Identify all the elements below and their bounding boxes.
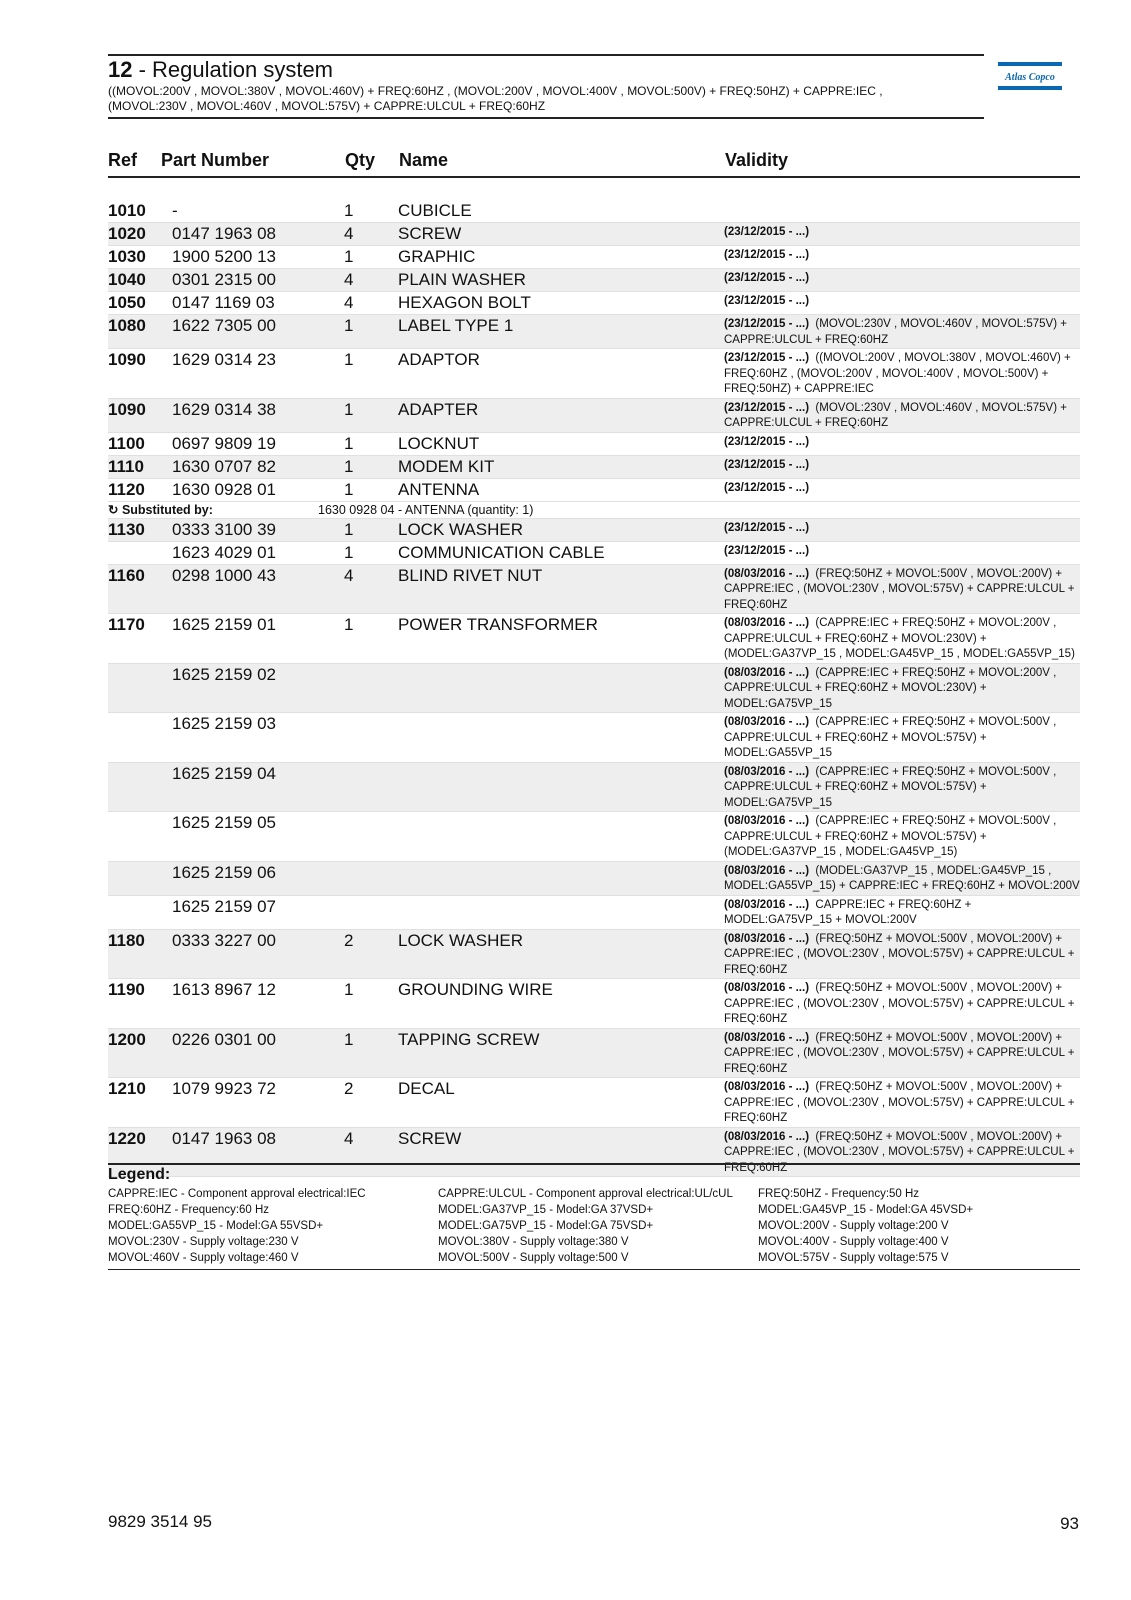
cell-validity: [724, 614, 1080, 664]
table-row: [108, 861, 1080, 895]
cell-part-number: 1625 2159 01: [172, 615, 276, 634]
cell-qty: 1: [344, 201, 354, 220]
validity-date: (08/03/2016 - ...): [724, 982, 810, 994]
cell-part-number: 0147 1169 03: [172, 293, 275, 312]
cell-validity: [724, 541, 1080, 564]
cell-part-number: 1622 7305 00: [172, 315, 344, 349]
cell-ref: 1080: [108, 315, 172, 349]
cell-qty: 4: [344, 1127, 398, 1177]
validity-date: (23/12/2015 - ...): [724, 249, 810, 261]
validity-date: (23/12/2015 - ...): [724, 352, 810, 364]
cell-part-number: 0298 1000 43: [172, 564, 344, 614]
cell-validity: [724, 200, 1080, 223]
cell-ref: 1030: [108, 247, 146, 266]
cell-part-number: 1625 2159 07: [172, 896, 276, 916]
validity-date: (23/12/2015 - ...): [724, 521, 810, 534]
validity-condition: (FREQ:50HZ + MOVOL:500V , MOVOL:200V) + CAPPRE:IEC , (MOVOL:230V , MOVOL:575V) + CAPPRE:ULCUL + FREQ:60HZ: [724, 567, 1075, 611]
table-row: [108, 432, 1080, 455]
substitution-row: [108, 501, 1080, 518]
cell-name: LOCK WASHER: [398, 518, 724, 541]
legend-item: MODEL:GA45VP_15 - Model:GA 45VSD+: [758, 1204, 974, 1216]
cell-ref: 1170: [108, 615, 145, 634]
column-part-number: Part Number: [161, 150, 270, 170]
table-row: [108, 979, 1080, 1029]
cell-ref: 1160: [108, 564, 172, 614]
cell-validity: [724, 398, 1080, 432]
cell-validity: [724, 1028, 1080, 1078]
validity-date: (23/12/2015 - ...): [724, 544, 810, 557]
cell-validity: [724, 762, 1080, 812]
validity-condition: (CAPPRE:IEC + FREQ:50HZ + MOVOL:200V , CAPPRE:ULCUL + FREQ:60HZ + MOVOL:230V) + MODEL:GA75VP_15: [724, 666, 1057, 710]
cell-qty: [344, 762, 398, 812]
table-row: [108, 398, 1080, 432]
cell-qty: 1: [344, 315, 398, 349]
page-header: [108, 54, 984, 119]
cell-ref: [108, 895, 172, 929]
validity-date: (08/03/2016 - ...): [724, 617, 810, 629]
cell-qty: 1: [344, 615, 354, 634]
cell-part-number: 1630 0707 82: [172, 455, 344, 478]
section-conditions-line-1: ((MOVOL:200V , MOVOL:380V , MOVOL:460V) + FREQ:60HZ , (MOVOL:200V , MOVOL:400V , MOVOL:500V) + FREQ:50HZ) + CAPPRE:IEC ,: [108, 84, 883, 98]
validity-date: (08/03/2016 - ...): [724, 898, 810, 911]
substitution-text: 1630 0928 04 - ANTENNA (quantity: 1): [318, 502, 534, 517]
cell-validity: [724, 315, 1080, 349]
cell-validity: [724, 979, 1080, 1029]
section-number: 12: [108, 57, 133, 82]
legend-item: FREQ:50HZ - Frequency:50 Hz: [758, 1188, 920, 1200]
validity-condition: (CAPPRE:IEC + FREQ:50HZ + MOVOL:500V , CAPPRE:ULCUL + FREQ:60HZ + MOVOL:575V) + MODEL:GA75VP_15: [724, 765, 1057, 809]
cell-part-number: 1613 8967 12: [172, 980, 276, 999]
cell-qty: [344, 663, 398, 713]
section-conditions-line-2: (MOVOL:230V , MOVOL:460V , MOVOL:575V) + CAPPRE:ULCUL + FREQ:60HZ: [108, 99, 546, 113]
table-row: [108, 762, 1080, 812]
cell-part-number: 1079 9923 72: [172, 1079, 276, 1098]
legend-grid: [108, 1186, 1080, 1266]
cell-ref: [108, 663, 172, 713]
parts-table-body: [108, 200, 1080, 1177]
table-row: [108, 713, 1080, 763]
validity-date: (08/03/2016 - ...): [724, 932, 810, 945]
section-name: - Regulation system: [132, 57, 334, 82]
table-row: [108, 895, 1080, 929]
cell-qty: 4: [344, 269, 398, 292]
cell-ref: 1210: [108, 1079, 146, 1098]
cell-part-number: 1625 2159 05: [172, 813, 276, 832]
cell-ref: 1120: [108, 479, 145, 499]
cell-qty: 1: [344, 398, 398, 432]
validity-condition: (CAPPRE:IEC + FREQ:50HZ + MOVOL:500V , CAPPRE:ULCUL + FREQ:60HZ + MOVOL:575V) + MODEL:GA55VP_15: [724, 716, 1057, 759]
validity-condition: (CAPPRE:IEC + FREQ:50HZ + MOVOL:500V , CAPPRE:ULCUL + FREQ:60HZ + MOVOL:575V) + (MODEL:GA37VP_15 , MODEL:GA45VP_15): [724, 815, 1057, 858]
cell-part-number: 1625 2159 03: [172, 714, 276, 733]
legend-item: CAPPRE:IEC - Component approval electrical:IEC: [108, 1188, 366, 1200]
cell-part-number: 1625 2159 02: [172, 663, 344, 713]
validity-condition: ((MOVOL:200V , MOVOL:380V , MOVOL:460V) + FREQ:60HZ , (MOVOL:200V , MOVOL:400V , MOVOL:500V) + FREQ:50HZ) + CAPPRE:IEC: [724, 352, 1071, 395]
table-row: [108, 478, 1080, 501]
cell-qty: [344, 861, 398, 895]
validity-date: (08/03/2016 - ...): [724, 567, 810, 580]
cell-qty: 1: [344, 433, 354, 453]
page-number: 93: [1060, 1514, 1079, 1533]
table-row: [108, 1028, 1080, 1078]
cell-name: LOCK WASHER: [398, 929, 724, 979]
cell-validity: [724, 478, 1080, 501]
validity-condition: CAPPRE:IEC + FREQ:60HZ + MODEL:GA75VP_15 + MOVOL:200V: [724, 898, 972, 926]
cell-name: [398, 663, 724, 713]
cell-name: CUBICLE: [398, 201, 472, 220]
validity-condition: (MOVOL:230V , MOVOL:460V , MOVOL:575V) + CAPPRE:ULCUL + FREQ:60HZ: [724, 318, 1067, 346]
cell-ref: 1010: [108, 201, 146, 220]
cell-part-number: 1629 0314 23: [172, 350, 276, 369]
cell-validity: [724, 455, 1080, 478]
cell-qty: [344, 895, 398, 929]
cell-qty: 1: [344, 350, 354, 369]
cell-name: LOCKNUT: [398, 433, 480, 453]
cell-qty: 1: [344, 518, 398, 541]
cell-ref: [108, 762, 172, 812]
legend-item: MOVOL:400V - Supply voltage:400 V: [758, 1236, 949, 1248]
cell-part-number: 1629 0314 38: [172, 398, 344, 432]
legend-item: MOVOL:460V - Supply voltage:460 V: [108, 1252, 299, 1264]
cell-name: TAPPING SCREW: [398, 1028, 724, 1078]
validity-date: (08/03/2016 - ...): [724, 765, 810, 778]
cell-qty: 1: [344, 542, 354, 562]
cell-name: COMMUNICATION CABLE: [398, 542, 605, 562]
refresh-icon: ↻: [108, 502, 122, 517]
column-name: Name: [399, 150, 449, 170]
cell-validity: [724, 564, 1080, 614]
cell-validity: [724, 432, 1080, 455]
legend: [108, 1163, 1080, 1270]
cell-qty: 2: [344, 929, 398, 979]
validity-condition: (FREQ:50HZ + MOVOL:500V , MOVOL:200V) + CAPPRE:IEC , (MOVOL:230V , MOVOL:575V) + CAPPRE:ULCUL + FREQ:60HZ: [724, 1130, 1075, 1174]
cell-ref: 1180: [108, 929, 172, 979]
validity-date: (08/03/2016 - ...): [724, 864, 810, 877]
cell-ref: 1190: [108, 980, 145, 999]
cell-part-number: 0333 3227 00: [172, 929, 344, 979]
cell-ref: 1100: [108, 433, 145, 453]
legend-item: MOVOL:380V - Supply voltage:380 V: [438, 1236, 629, 1248]
validity-condition: (FREQ:50HZ + MOVOL:500V , MOVOL:200V) + CAPPRE:IEC , (MOVOL:230V , MOVOL:575V) + CAPPRE:ULCUL + FREQ:60HZ: [724, 1031, 1075, 1075]
validity-date: (08/03/2016 - ...): [724, 716, 810, 728]
cell-name: GRAPHIC: [398, 247, 476, 266]
substitution-label: [108, 501, 344, 518]
cell-part-number: 1630 0928 01: [172, 479, 276, 499]
cell-qty: 1: [344, 247, 354, 266]
cell-validity: [724, 895, 1080, 929]
legend-item: MOVOL:500V - Supply voltage:500 V: [438, 1252, 629, 1264]
cell-qty: 4: [344, 293, 354, 312]
table-row: [108, 349, 1080, 399]
validity-date: (08/03/2016 - ...): [724, 1081, 810, 1093]
cell-part-number: 0226 0301 00: [172, 1028, 344, 1078]
cell-validity: [724, 713, 1080, 763]
table-row: [108, 269, 1080, 292]
table-row: [108, 564, 1080, 614]
cell-name: HEXAGON BOLT: [398, 293, 531, 312]
cell-part-number: 0301 2315 00: [172, 269, 344, 292]
cell-ref: 1050: [108, 293, 146, 312]
cell-name: DECAL: [398, 1079, 455, 1098]
validity-date: (08/03/2016 - ...): [724, 1130, 810, 1143]
cell-validity: [724, 246, 1080, 269]
legend-item: MODEL:GA55VP_15 - Model:GA 55VSD+: [108, 1220, 324, 1232]
cell-part-number: 0147 1963 08: [172, 223, 344, 246]
legend-item: MOVOL:200V - Supply voltage:200 V: [758, 1220, 949, 1232]
cell-qty: 1: [344, 455, 398, 478]
cell-name: SCREW: [398, 223, 724, 246]
validity-date: (23/12/2015 - ...): [724, 458, 810, 471]
cell-part-number: 0333 3100 39: [172, 518, 344, 541]
validity-date: (23/12/2015 - ...): [724, 481, 810, 494]
cell-part-number: 1625 2159 06: [172, 861, 344, 895]
cell-validity: [724, 292, 1080, 315]
table-row: [108, 663, 1080, 713]
cell-part-number: 1625 2159 04: [172, 762, 344, 812]
validity-condition: (FREQ:50HZ + MOVOL:500V , MOVOL:200V) + CAPPRE:IEC , (MOVOL:230V , MOVOL:575V) + CAPPRE:ULCUL + FREQ:60HZ: [724, 1081, 1075, 1124]
cell-ref: 1130: [108, 518, 172, 541]
cell-ref: [108, 541, 172, 564]
validity-date: (08/03/2016 - ...): [724, 1031, 810, 1044]
cell-part-number: 1623 4029 01: [172, 542, 276, 562]
cell-ref: 1020: [108, 223, 172, 246]
cell-validity: [724, 518, 1080, 541]
cell-part-number: 0147 1963 08: [172, 1127, 344, 1177]
cell-qty: 1: [344, 1028, 398, 1078]
cell-validity: [724, 812, 1080, 862]
cell-name: [398, 812, 724, 862]
table-row: [108, 614, 1080, 664]
cell-ref: [108, 812, 172, 862]
column-ref: Ref: [108, 150, 138, 170]
cell-name: [398, 762, 724, 812]
validity-condition: (MODEL:GA37VP_15 , MODEL:GA45VP_15 , MODEL:GA55VP_15) + CAPPRE:IEC + FREQ:60HZ + MOVOL:200V: [724, 864, 1080, 892]
cell-ref: 1220: [108, 1127, 172, 1177]
svg-text:Atlas Copco: Atlas Copco: [1005, 72, 1055, 83]
table-row: [108, 292, 1080, 315]
cell-ref: 1200: [108, 1028, 172, 1078]
substitution-label-text: Substituted by:: [121, 502, 213, 517]
column-qty: Qty: [345, 150, 376, 170]
table-row: [108, 1078, 1080, 1128]
cell-name: ADAPTER: [398, 398, 724, 432]
parts-table: [108, 200, 1080, 1177]
legend-item: MODEL:GA37VP_15 - Model:GA 37VSD+: [438, 1204, 654, 1216]
cell-name: LABEL TYPE 1: [398, 315, 724, 349]
column-validity: Validity: [725, 150, 789, 170]
table-row: [108, 929, 1080, 979]
cell-qty: 4: [344, 223, 398, 246]
cell-name: MODEM KIT: [398, 455, 724, 478]
cell-ref: 1090: [108, 398, 172, 432]
cell-validity: [724, 663, 1080, 713]
table-row: [108, 223, 1080, 246]
section-title: [108, 58, 984, 82]
legend-item: MODEL:GA75VP_15 - Model:GA 75VSD+: [438, 1220, 654, 1232]
legend-item: MOVOL:575V - Supply voltage:575 V: [758, 1252, 949, 1264]
cell-name: [398, 861, 724, 895]
validity-date: (23/12/2015 - ...): [724, 435, 810, 448]
cell-name: ANTENNA: [398, 479, 480, 499]
cell-name: [398, 895, 724, 929]
validity-date: (23/12/2015 - ...): [724, 272, 810, 284]
cell-ref: 1040: [108, 269, 172, 292]
cell-part-number: 1900 5200 13: [172, 247, 276, 266]
cell-qty: 4: [344, 564, 398, 614]
cell-qty: [344, 713, 398, 763]
validity-condition: (FREQ:50HZ + MOVOL:500V , MOVOL:200V) + CAPPRE:IEC , (MOVOL:230V , MOVOL:575V) + CAPPRE:ULCUL + FREQ:60HZ: [724, 982, 1075, 1025]
cell-name: GROUNDING WIRE: [398, 980, 553, 999]
legend-item: CAPPRE:ULCUL - Component approval electrical:UL/cUL: [438, 1188, 733, 1200]
cell-name: SCREW: [398, 1127, 724, 1177]
validity-date: (23/12/2015 - ...): [724, 295, 810, 307]
cell-validity: [724, 1078, 1080, 1128]
validity-condition: (FREQ:50HZ + MOVOL:500V , MOVOL:200V) + CAPPRE:IEC , (MOVOL:230V , MOVOL:575V) + CAPPRE:ULCUL + FREQ:60HZ: [724, 932, 1075, 976]
cell-validity: [724, 861, 1080, 895]
validity-date: (23/12/2015 - ...): [724, 318, 810, 330]
cell-part-number: 0697 9809 19: [172, 433, 276, 453]
legend-item: MOVOL:230V - Supply voltage:230 V: [108, 1236, 299, 1248]
cell-ref: [108, 713, 172, 763]
table-row: [108, 315, 1080, 349]
table-row: [108, 812, 1080, 862]
cell-ref: [108, 861, 172, 895]
document-number: 9829 3514 95: [108, 1512, 212, 1531]
cell-qty: 1: [344, 980, 354, 999]
cell-validity: [724, 223, 1080, 246]
cell-qty: 2: [344, 1079, 354, 1098]
section-conditions: [108, 84, 984, 114]
validity-condition: (MOVOL:230V , MOVOL:460V , MOVOL:575V) + CAPPRE:ULCUL + FREQ:60HZ: [724, 401, 1067, 429]
table-row: [108, 518, 1080, 541]
cell-qty: 1: [344, 479, 354, 499]
cell-validity: [724, 929, 1080, 979]
cell-ref: 1090: [108, 350, 146, 369]
table-row: [108, 541, 1080, 564]
cell-qty: [344, 812, 398, 862]
cell-name: BLIND RIVET NUT: [398, 564, 724, 614]
cell-name: PLAIN WASHER: [398, 269, 724, 292]
legend-item: FREQ:60HZ - Frequency:60 Hz: [108, 1204, 270, 1216]
cell-part-number: -: [172, 201, 178, 220]
table-row: [108, 455, 1080, 478]
legend-title: Legend:: [108, 1166, 171, 1183]
validity-condition: (CAPPRE:IEC + FREQ:50HZ + MOVOL:200V , CAPPRE:ULCUL + FREQ:60HZ + MOVOL:230V) + (MODEL:GA37VP_15 , MODEL:GA45VP_15 , MODEL:GA55VP_15): [724, 617, 1075, 660]
validity-date: (08/03/2016 - ...): [724, 666, 810, 679]
validity-date: (23/12/2015 - ...): [724, 226, 810, 238]
cell-validity: [724, 269, 1080, 292]
cell-name: [398, 713, 724, 763]
cell-name: POWER TRANSFORMER: [398, 615, 598, 634]
cell-validity: [724, 349, 1080, 399]
atlas-copco-logo: [998, 62, 1062, 94]
cell-name: ADAPTOR: [398, 350, 480, 369]
table-row: [108, 246, 1080, 269]
table-row: [108, 200, 1080, 223]
validity-date: (08/03/2016 - ...): [724, 815, 810, 827]
cell-ref: 1110: [108, 455, 172, 478]
table-header: [108, 150, 1080, 178]
validity-date: (23/12/2015 - ...): [724, 401, 810, 414]
